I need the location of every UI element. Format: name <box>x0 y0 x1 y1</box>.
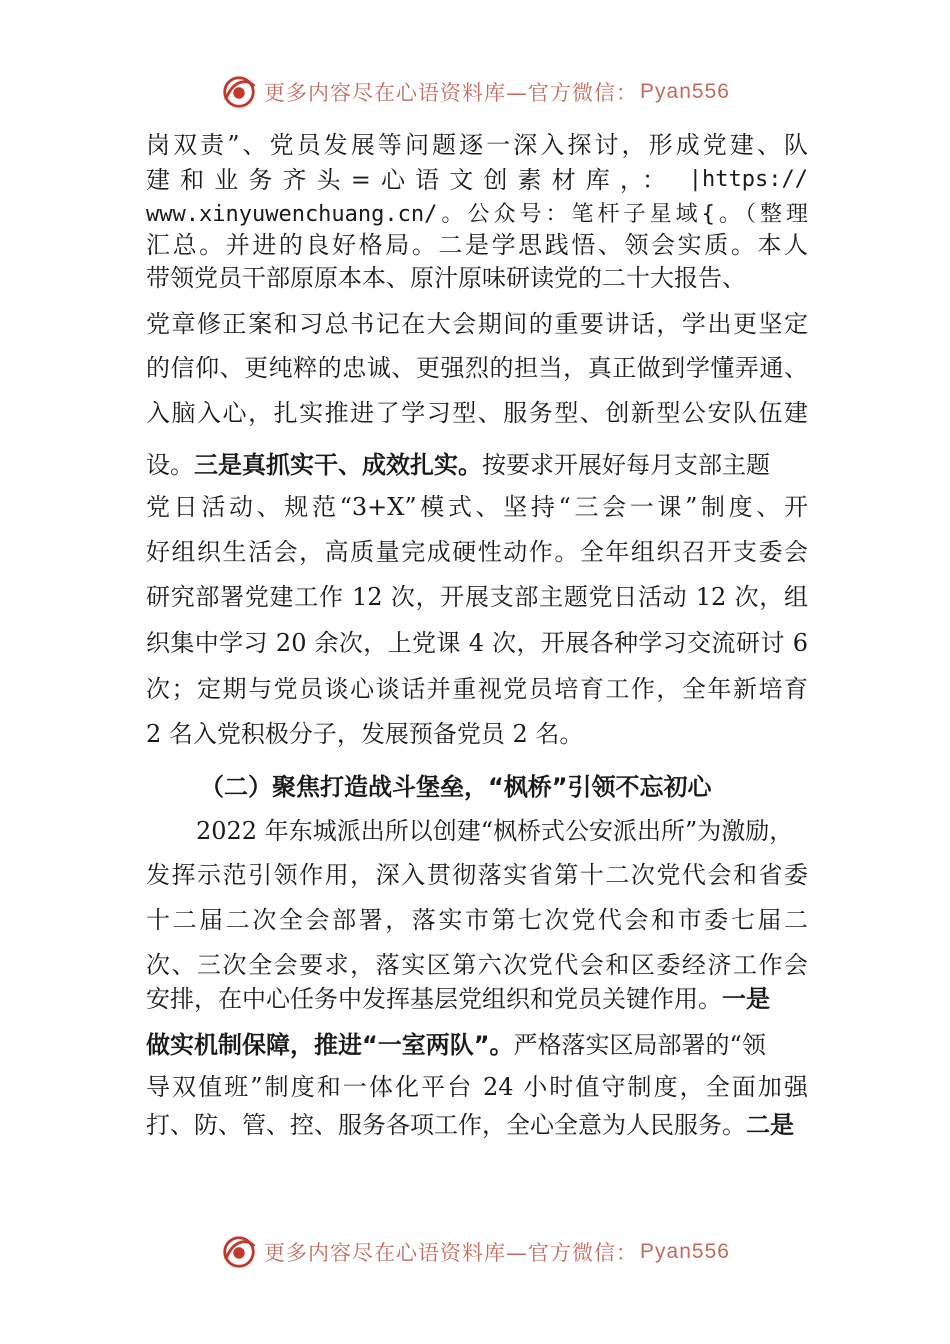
text-line: 入脑入心，扎实推进了学习型、服务型、创新型公安队伍建 <box>146 399 808 427</box>
watermark-header <box>0 72 950 112</box>
bold-phrase: 一是 <box>722 985 770 1013</box>
watermark-id: Pyan556 <box>640 1240 730 1263</box>
text-line: 党日活动、规范“3+X”模式、坚持“三会一课”制度、开 <box>146 493 808 521</box>
watermark-text: 更多内容尽在心语资料库—官方微信： <box>264 81 639 105</box>
text-line: 党章修正案和习总书记在大会期间的重要讲话，学出更坚定 <box>146 310 808 338</box>
text-line <box>146 1110 808 1140</box>
text-fragment: 按要求开展好每月支部主题 <box>482 451 770 479</box>
text-line: 好组织生活会，高质量完成硬性动作。全年组织召开支委会 <box>146 538 808 566</box>
section-heading: （二）聚焦打造战斗堡垒，“枫桥”引领不忘初心 <box>200 773 712 801</box>
watermark-text: 更多内容尽在心语资料库—官方微信： <box>264 1241 639 1265</box>
text-fragment: 安排，在中心任务中发挥基层党组织和党员关键作用。 <box>146 985 722 1013</box>
text-line: 的信仰、更纯粹的忠诚、更强烈的担当，真正做到学懂弄通、 <box>146 354 808 382</box>
watermark-id: Pyan556 <box>640 80 730 103</box>
text-line: 十二届二次全会部署，落实市第七次党代会和市委七届二 <box>146 906 808 934</box>
text-line <box>146 198 808 228</box>
watermark-footer <box>0 1232 950 1272</box>
text-fragment: 设。 <box>146 451 194 479</box>
text-fragment: 建和业务齐头=心语文创素材库，： <box>146 166 666 194</box>
url-fragment: www.xinyuwenchuang.cn/。公众号：笔杆子星域{。（整理 <box>146 202 808 227</box>
bold-phrase: 做实机制保障，推进“一室两队”。 <box>146 1031 514 1059</box>
text-line: 导双值班”制度和一体化平台 24 小时值守制度，全面加强 <box>146 1073 808 1101</box>
text-line <box>146 165 808 195</box>
text-line <box>146 450 808 480</box>
text-line <box>146 1030 808 1060</box>
text-fragment: 打、防、管、控、服务各项工作，全心全意为人民服务。 <box>146 1111 746 1139</box>
text-line: 研究部署党建工作 12 次，开展支部主题党日活动 12 次，组 <box>146 583 808 611</box>
brand-logo-icon <box>220 73 258 111</box>
text-line: 带领党员干部原原本本、原汁原味研读党的二十大报告、 <box>146 264 746 292</box>
bold-phrase: 二是 <box>746 1111 794 1139</box>
bold-phrase: 三是真抓实干、成效扎实。 <box>194 451 482 479</box>
text-line: 2 名入党积极分子，发展预备党员 2 名。 <box>146 720 584 748</box>
text-line: 织集中学习 20 余次，上党课 4 次，开展各种学习交流研讨 6 <box>146 629 808 657</box>
text-line <box>146 984 808 1014</box>
text-line: 岗双责”、党员发展等问题逐一深入探讨，形成党建、队 <box>146 131 808 159</box>
text-fragment: 严格落实区局部署的“领 <box>513 1031 766 1059</box>
text-fragment: |https:// <box>688 167 808 192</box>
text-line: 发挥示范引领作用，深入贯彻落实省第十二次党代会和省委 <box>146 861 808 889</box>
text-line: 2022 年东城派出所以创建“枫桥式公安派出所”为激励， <box>196 817 794 845</box>
text-line: 次；定期与党员谈心谈话并重视党员培育工作，全年新培育 <box>146 675 808 703</box>
text-line: 汇总。并进的良好格局。二是学思践悟、领会实质。本人 <box>146 231 808 259</box>
text-line: 次、三次全会要求，落实区第六次党代会和区委经济工作会 <box>146 951 808 979</box>
brand-logo-icon <box>220 1233 258 1271</box>
